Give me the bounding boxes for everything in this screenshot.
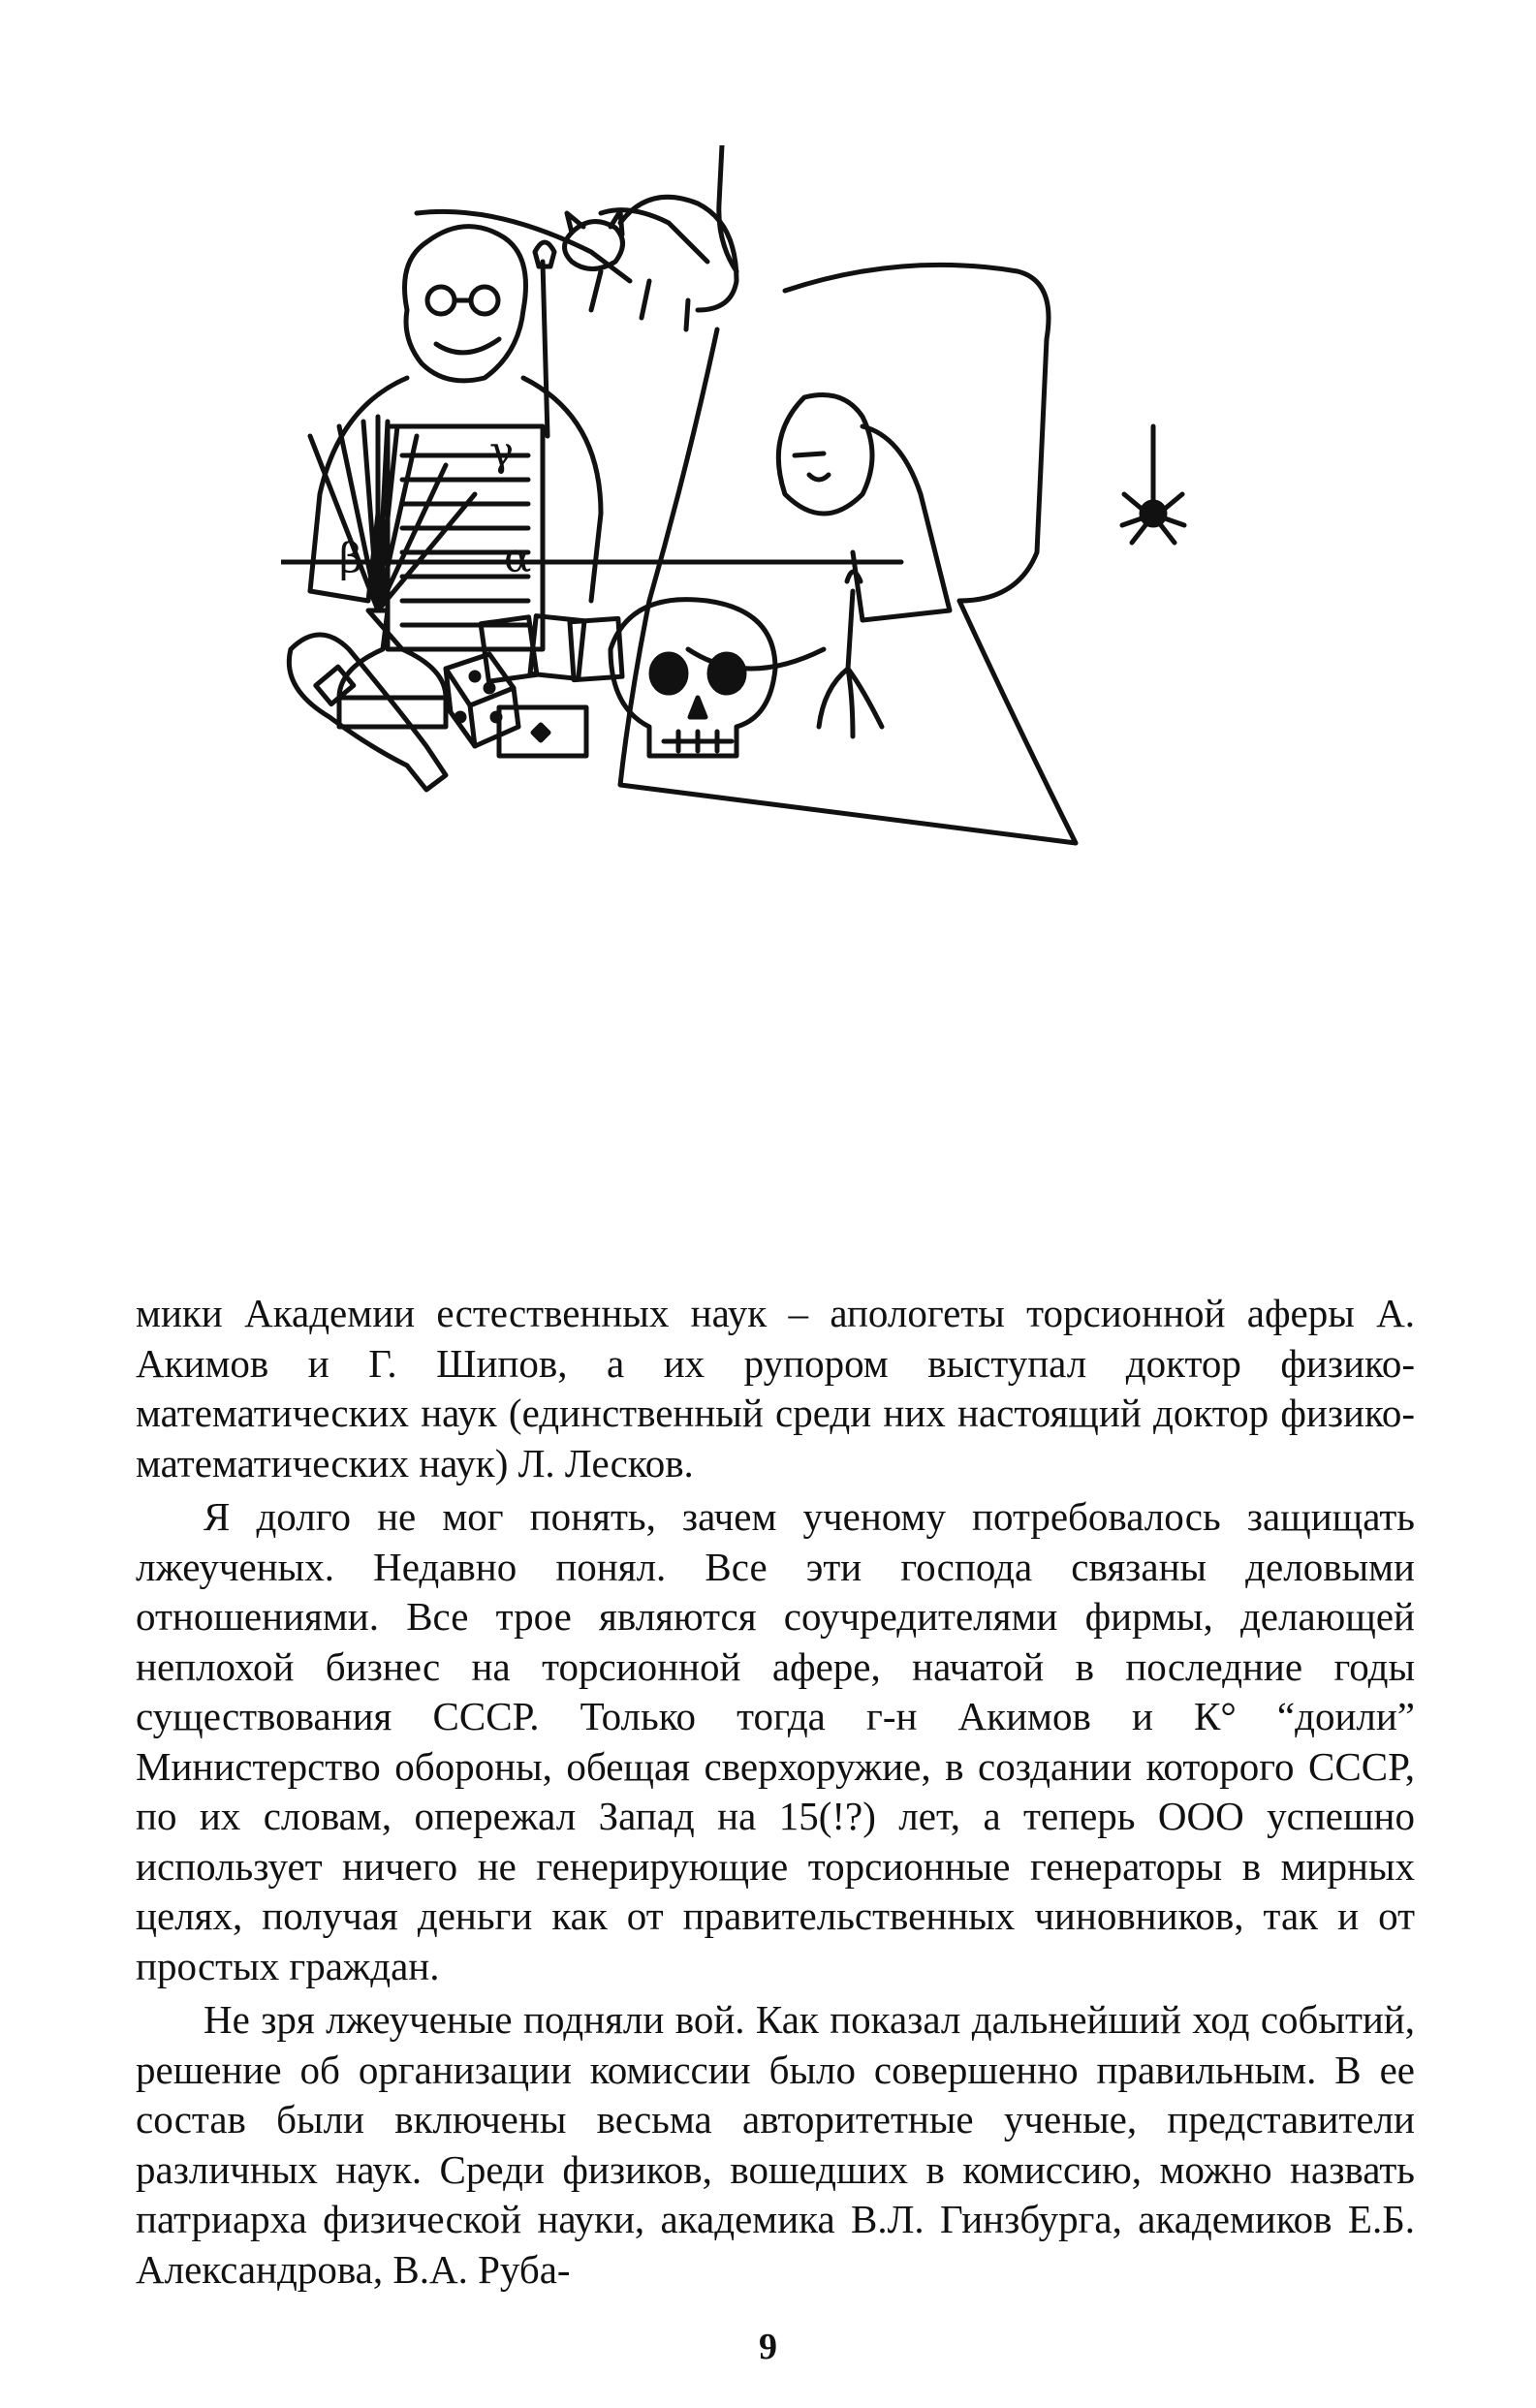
paragraph-3: Не зря лжеученые подняли вой. Как показал дальнейший ход событий, решение об организации комиссии было совершенно правильным. В ее состав были включены весьма авторитетные ученые, представители различных наук. Среди физиков, вошедших в комиссию, можно назвать патриарха физической науки, академика В.Л. Гинзбурга, академиков Е.Б. Александрова, В.А. Руба- [136, 1997, 1415, 2292]
body-text [136, 1289, 1415, 2295]
spider-figure [1122, 426, 1184, 543]
paragraph-1: мики Академии естественных наук – апологеты торсионной аферы А. Акимов и Г. Шипов, а их рупором выступал доктор физико-математических наук (единственный среди них настоящий доктор физико-математических наук) Л. Лесков. [136, 1291, 1415, 1485]
scientist-figure [310, 227, 601, 649]
cat-figure [565, 145, 737, 329]
radiation-source [310, 417, 494, 727]
caricature-illustration [281, 145, 1270, 1221]
page-number: 9 [759, 2327, 777, 2367]
fork-figure [819, 572, 882, 736]
dice-figure [446, 654, 518, 746]
beta-label: β [339, 534, 363, 581]
gamma-label: γ [489, 427, 515, 475]
paragraph-2: Я долго не мог понять, зачем ученому потребовалось защищать лжеученых. Недавно понял. Все эти господа связаны деловыми отношениями. Все трое являются соучредителями фирмы, делающей неплохой бизнес на торсионной афере, начатой в последние годы существования СССР. Только тогда г-н Акимов и К° “доили” Министерство обороны, обещая сверхоружие, в создании которого СССР, по их словам, опережал Запад на 15(!?) лет, а теперь ООО успешно использует ничего не генерирующие торсионные генераторы в мирных целях, получая деньги как от правительственных чиновников, так и от простых граждан. [136, 1494, 1415, 1988]
alpha-label: α [504, 534, 532, 581]
